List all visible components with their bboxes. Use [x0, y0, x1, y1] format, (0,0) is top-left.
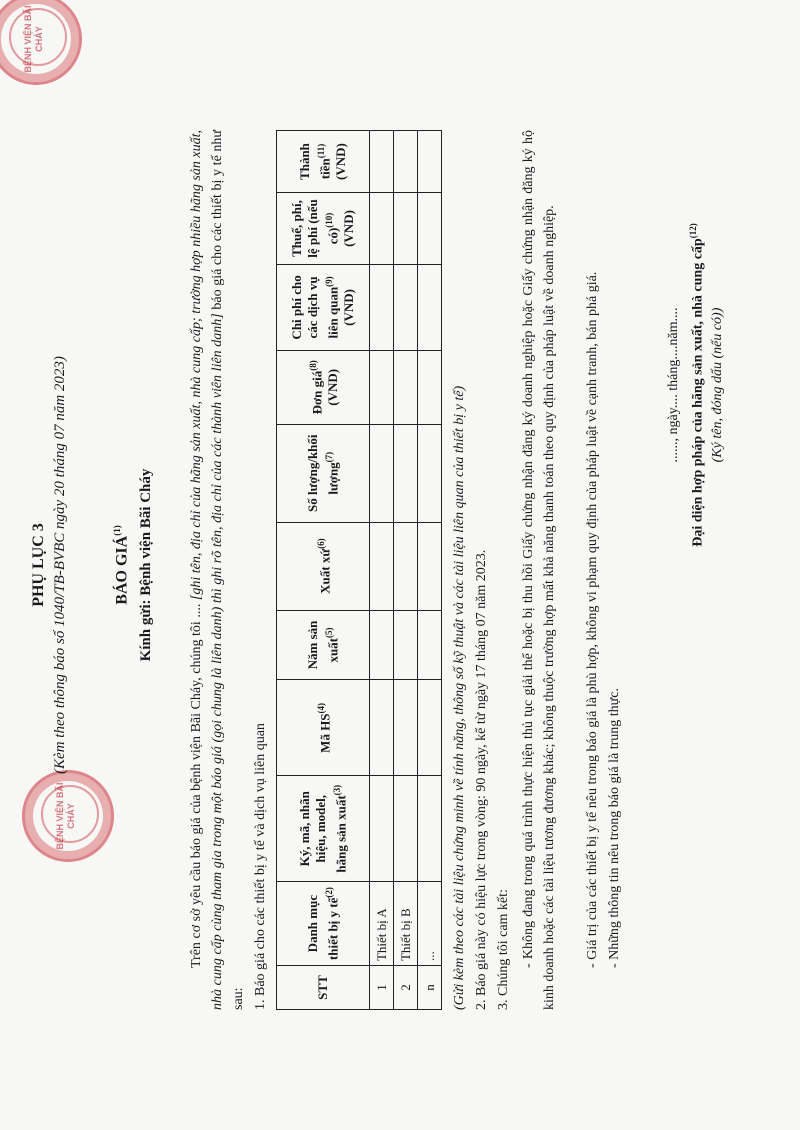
header-unit-price: Đơn giá$^{(8)}$ (VND) — [277, 350, 370, 424]
table-row — [418, 131, 442, 1010]
validity-line: 2. Báo giá này có hiệu lực trong vòng: 90 ngày, kể từ ngày 17 tháng 07 năm 2023. — [474, 549, 489, 1010]
row-device-name: ... — [418, 882, 442, 966]
stamp-right-text: BỆNH VIỆN BÃI CHÁY — [23, 5, 44, 73]
signer-text: Đại diện hợp pháp của hãng sản xuất, nhà cung cấp — [690, 238, 706, 547]
intro-italic: [ghi tên, địa chỉ của hãng sản xuất, nhà cung cấp; trường hợp nhiều hãng sản xuất, nhà cung cấp cùng tham gia trong một báo giá (gọi chung là liên danh) thì ghi rõ tên, địa chỉ của các thành viên liên danh] — [189, 130, 225, 1010]
intro-text-2: báo giá cho các thiết bị y tế như sau: — [210, 130, 246, 1010]
section-1-title: 1. Báo giá cho các thiết bị y tế và dịch vụ liên quan — [253, 723, 268, 1010]
header-device-list: Danh mục thiết bị y tế$^{(2)}$ — [277, 882, 370, 966]
header-tax: Thuế, phí, lệ phí (nếu có)$^{(10)}$ (VND) — [277, 193, 370, 265]
commitment-item: - Không đang trong quá trình thực hiện thủ tục giải thể hoặc bị thu hồi Giấy chứng nhận đăng ký doanh nghiệp hoặc Giấy chứng nhận đăng ký hộ kinh doanh hoặc các tài liệu tương đương khác; không thuộc trường hợp mất khả năng thanh toán theo quy định của pháp luật về doanh nghiệp. — [521, 130, 557, 1010]
table-row — [370, 131, 394, 1010]
attachment-note: (Gửi kèm theo các tài liệu chứng minh về tính năng, thông số kỹ thuật và các tài liệu liên quan của thiết bị y tế) — [452, 385, 467, 1010]
header-year: Năm sản xuất$^{(5)}$ — [277, 610, 370, 680]
row-stt: 1 — [370, 966, 394, 1010]
signer-sup: (12) — [688, 223, 698, 239]
header-service-cost: Chi phí cho các dịch vụ liên quan$^{(9)}$ (VND) — [277, 264, 370, 350]
commitment-item: - Giá trị của các thiết bị y tế nêu trong báo giá là phù hợp, không vi phạm quy định của pháp luật về cạnh tranh, bán phá giá. — [585, 271, 600, 968]
row-stt: n — [418, 966, 442, 1010]
intro-text-1: Trên cơ sở yêu cầu báo giá của bệnh viện Bãi Cháy, chúng tôi .... — [189, 600, 204, 968]
quote-table — [276, 130, 442, 1010]
table-header-row — [277, 131, 370, 1010]
commitment-title: 3. Chúng tôi cam kết: — [496, 889, 511, 1010]
header-model: Ký, mã, nhãn hiệu, model, hãng sản xuất$^{(3)}$ — [277, 776, 370, 882]
stamp-left-text: BỆNH VIỆN BÃI CHÁY — [55, 782, 76, 850]
quote-heading — [112, 0, 131, 1130]
recipient-line: Kính gửi: Bệnh viện Bãi Cháy — [138, 468, 154, 662]
commitment-item: - Những thông tin nêu trong báo giá là trung thực. — [607, 688, 622, 968]
sign-note: (Ký tên, đóng dấu (nếu có)) — [710, 307, 725, 463]
header-total: Thành tiền$^{(11)}$ (VND) — [277, 131, 370, 193]
header-quantity: Số lượng/khối lượng$^{(7)}$ — [277, 424, 370, 522]
intro-paragraph — [186, 130, 249, 1010]
header-origin: Xuất xứ$^{(6)}$ — [277, 522, 370, 610]
row-stt: 2 — [394, 966, 418, 1010]
row-device-name: Thiết bị B — [394, 882, 418, 966]
appendix-title: PHỤ LỤC 3 — [30, 523, 47, 607]
appendix-subtitle: (Kèm theo thông báo số 1040/TB-BVBC ngày 20 tháng 07 năm 2023) — [52, 356, 68, 774]
date-line: ......, ngày.... tháng....năm.... — [666, 307, 681, 463]
header-stt: STT — [277, 966, 370, 1010]
quote-heading-text: BÁO GIÁ — [113, 535, 131, 605]
quote-heading-sup: (1) — [112, 525, 122, 536]
table-row — [394, 131, 418, 1010]
signer-title — [688, 150, 707, 620]
header-hs-code: Mã HS$^{(4)}$ — [277, 680, 370, 776]
row-device-name: Thiết bị A — [370, 882, 394, 966]
